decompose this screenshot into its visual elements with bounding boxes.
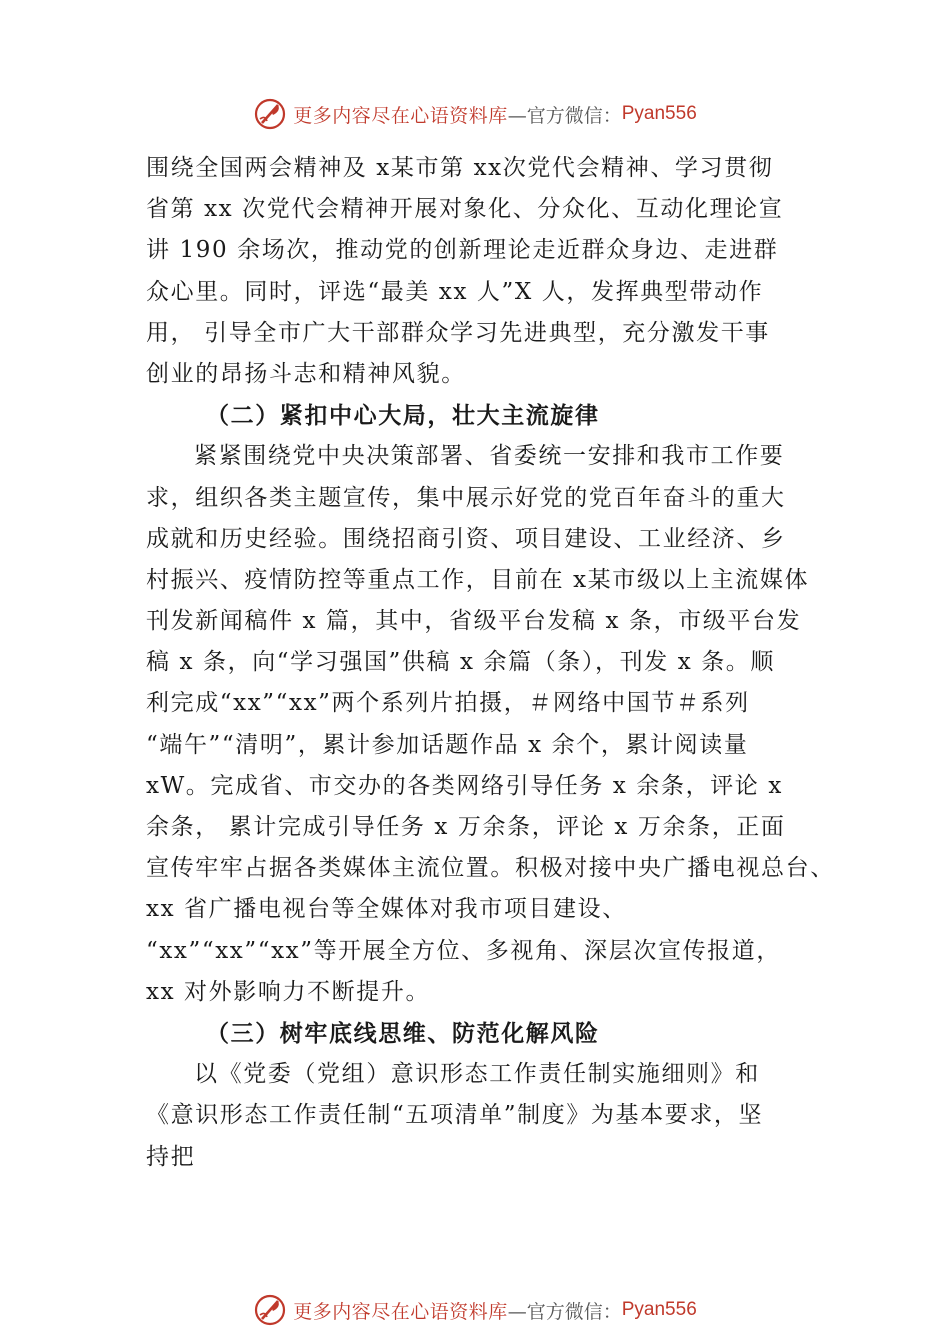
- quill-logo-icon: [253, 97, 287, 131]
- body-line: 紧紧围绕党中央决策部署、省委统一安排和我市工作要: [194, 443, 785, 470]
- banner-wechat-id: Pyan556: [621, 1299, 697, 1320]
- body-line: “端午”“清明”，累计参加话题作品 x 余个，累计阅读量: [146, 731, 749, 758]
- banner-wechat-id: Pyan556: [621, 103, 697, 124]
- body-line: 围绕全国两会精神及 x某市第 xx次党代会精神、学习贯彻: [146, 155, 774, 181]
- banner-separator: —官方微信：: [507, 1300, 622, 1323]
- body-line: 求，组织各类主题宣传，集中展示好党的党百年奋斗的重大: [146, 484, 786, 511]
- body-line: 刊发新闻稿件 x 篇，其中，省级平台发稿 x 条，市级平台发: [146, 608, 802, 635]
- body-line: 讲 190 余场次，推动党的创新理论走近群众身边、走进群: [146, 237, 779, 264]
- body-line: 成就和历史经验。围绕招商引资、项目建设、工业经济、乡: [146, 525, 786, 552]
- document-body: [146, 148, 836, 1178]
- body-line: 持把: [146, 1143, 196, 1170]
- body-line: xW。完成省、市交办的各类网络引导任务 x 余条，评论 x: [146, 772, 783, 799]
- body-line: 余条， 累计完成引导任务 x 万余条，评论 x 万余条，正面: [146, 814, 786, 840]
- body-line: 省第 xx 次党代会精神开展对象化、分众化、互动化理论宣: [146, 196, 784, 223]
- section-heading-2: （二）紧扣中心大局，壮大主流旋律: [206, 402, 600, 430]
- body-line: 宣传牢牢占据各类媒体主流位置。积极对接中央广播电视总台、: [146, 855, 835, 882]
- body-line: 村振兴、疫情防控等重点工作，目前在 x某市级以上主流媒体: [146, 566, 810, 593]
- body-line: 《意识形态工作责任制“五项清单”制度》为基本要求，坚: [146, 1102, 764, 1129]
- quill-logo-icon: [253, 1293, 287, 1327]
- body-line: 以《党委（党组）意识形态工作责任制实施细则》和: [194, 1061, 760, 1088]
- body-line: xx 对外影响力不断提升。: [146, 978, 431, 1005]
- body-line: 众心里。同时，评选“最美 xx 人”X 人，发挥典型带动作: [146, 278, 764, 305]
- footer-banner: [0, 1288, 950, 1332]
- body-line: 用， 引导全市广大干部群众学习先进典型，充分激发干事: [146, 319, 770, 346]
- banner-brand: 更多内容尽在心语资料库: [293, 1300, 508, 1323]
- body-line: “xx”“xx”“xx”等开展全方位、多视角、深层次宣传报道，: [146, 937, 781, 964]
- body-line: 创业的昂扬斗志和精神风貌。: [146, 360, 466, 387]
- body-line: xx 省广播电视台等全媒体对我市项目建设、: [146, 896, 627, 923]
- body-line: 稿 x 条，向“学习强国”供稿 x 余篇（条），刊发 x 条。顺: [146, 649, 775, 676]
- banner-brand: 更多内容尽在心语资料库: [293, 104, 508, 127]
- section-heading-3: （三）树牢底线思维、防范化解风险: [206, 1019, 600, 1047]
- body-line: 利完成“xx”“xx”两个系列片拍摄，＃网络中国节＃系列: [146, 690, 750, 717]
- header-banner: [0, 92, 950, 136]
- banner-separator: —官方微信：: [507, 104, 622, 127]
